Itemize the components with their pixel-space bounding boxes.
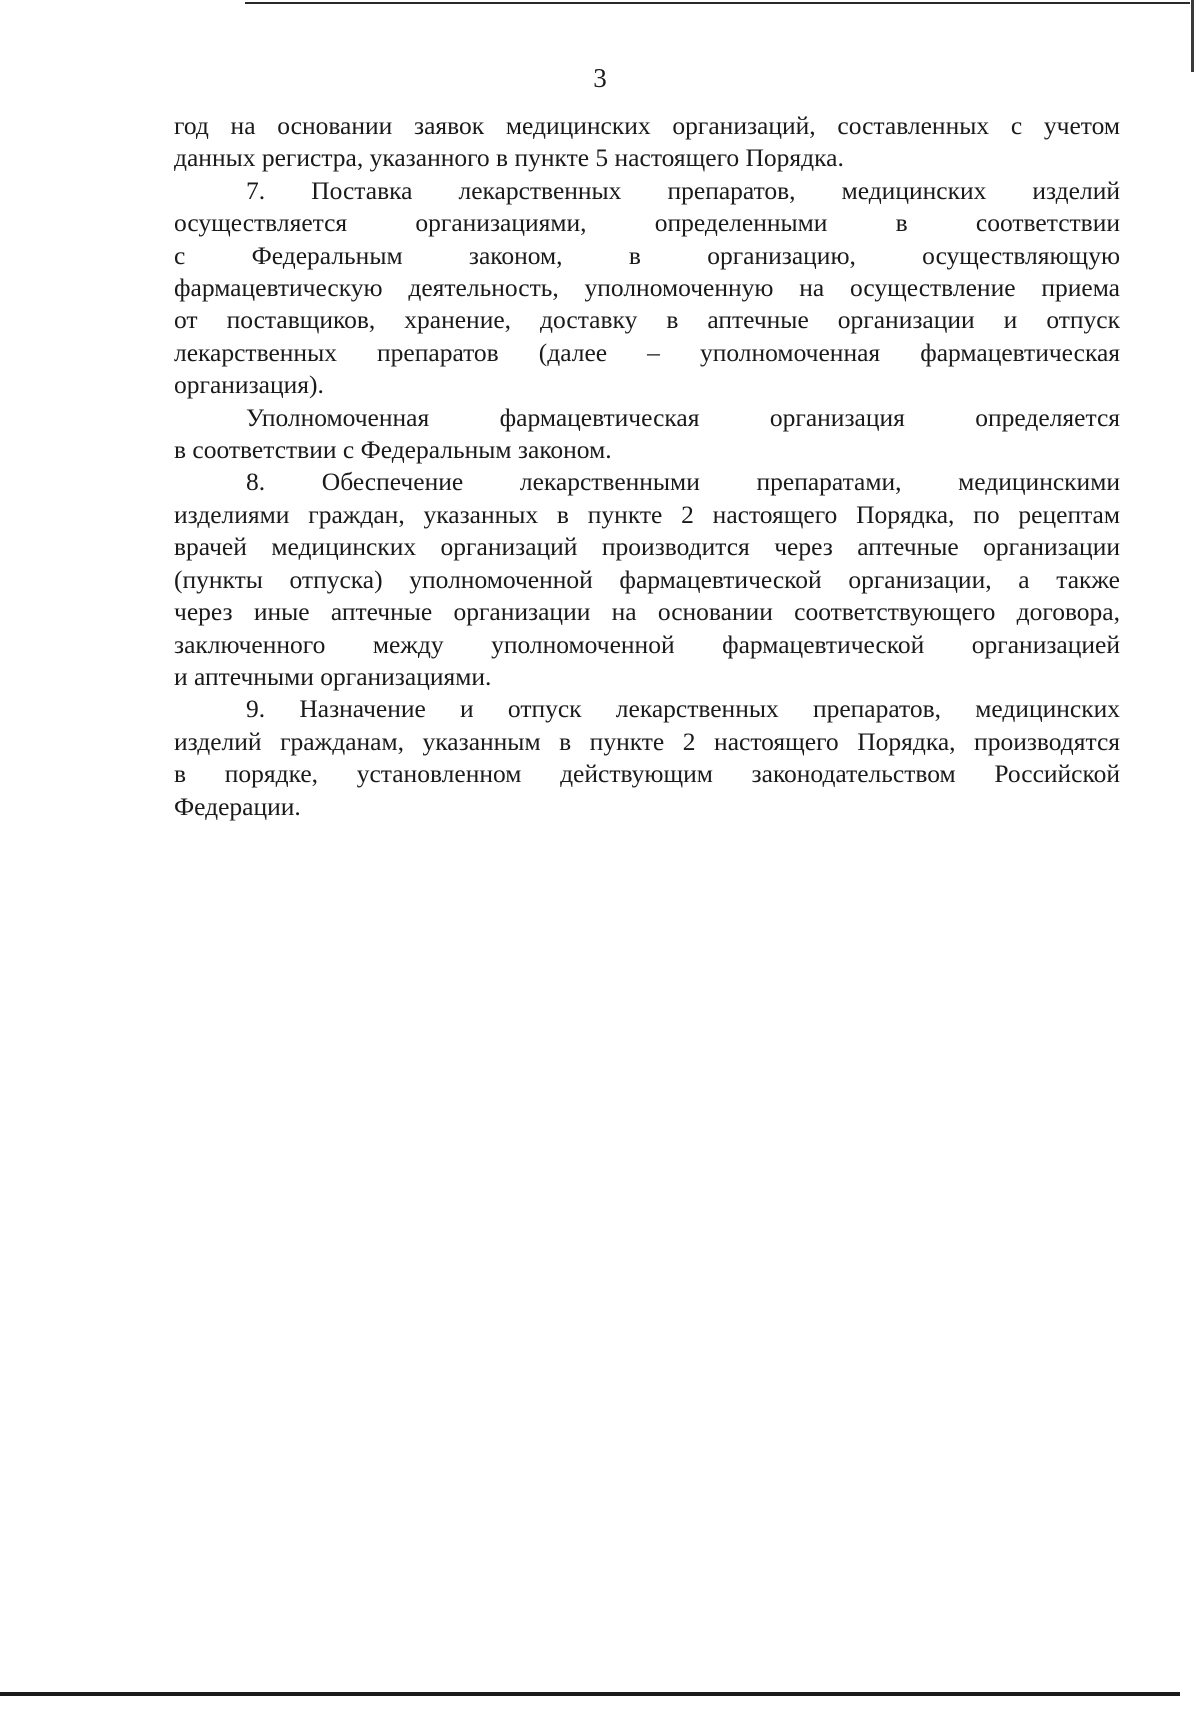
page-number: 3 [593,63,607,93]
paragraph-authorized-org [174,402,1120,467]
paragraph-line: данных регистра, указанного в пункте 5 настоящего Порядка. [174,143,844,173]
paragraph-item-9 [174,693,1120,823]
paragraph-line: осуществляется организациями, определенными в соответствии [174,208,1120,238]
paragraph-line: Федерации. [174,791,301,821]
paragraph-item-7 [174,175,1120,402]
paragraph-line: Уполномоченная фармацевтическая организация определяется [246,402,1120,432]
paragraph-line: с Федеральным законом, в организацию, осуществляющую [174,240,1120,270]
paragraph-line: фармацевтическую деятельность, уполномоченную на осуществление приема [174,273,1120,303]
paragraph-line: от поставщиков, хранение, доставку в аптечные организации и отпуск [174,305,1120,335]
paragraph-line: заключенного между уполномоченной фармацевтической организацией [174,629,1120,659]
paragraph-line: изделий гражданам, указанным в пункте 2 настоящего Порядка, производятся [174,726,1120,756]
scan-edge-top [245,2,1190,4]
paragraph-line: организация). [174,370,324,400]
paragraph-line: через иные аптечные организации на основании соответствующего договора, [174,597,1120,627]
paragraph-line: 8. Обеспечение лекарственными препаратами, медицинскими [246,467,1120,497]
paragraph-line: лекарственных препаратов (далее – уполномоченная фармацевтическая [174,337,1120,367]
paragraph-line: год на основании заявок медицинских организаций, составленных с учетом [174,111,1120,140]
paragraph-line: изделиями граждан, указанных в пункте 2 настоящего Порядка, по рецептам [174,499,1120,529]
paragraph-line: в соответствии с Федеральным законом. [174,435,612,465]
paragraph-line: и аптечными организациями. [174,661,492,691]
document-body [174,110,1120,823]
paragraph-line: (пункты отпуска) уполномоченной фармацевтической организации, а также [174,564,1120,594]
paragraph-continuation [174,110,1120,175]
paragraph-line: врачей медицинских организаций производится через аптечные организации [174,532,1120,562]
scan-edge-bottom [0,1692,1180,1696]
paragraph-line: 7. Поставка лекарственных препаратов, медицинских изделий [246,175,1120,205]
paragraph-item-8 [174,466,1120,693]
paragraph-line: 9. Назначение и отпуск лекарственных препаратов, медицинских [246,694,1120,724]
paragraph-line: в порядке, установленном действующим законодательством Российской [174,759,1120,789]
